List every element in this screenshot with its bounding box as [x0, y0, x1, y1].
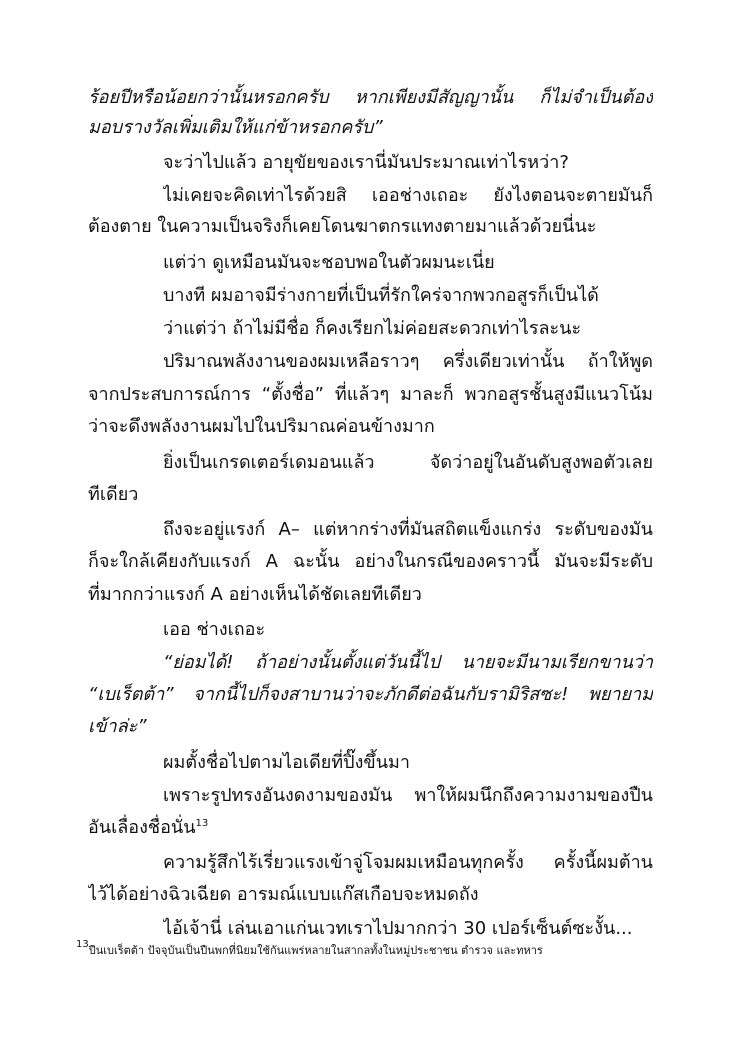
text-line-content: อันเลื่องชื่อนั่น — [88, 817, 196, 838]
text-line: ว่าจะดึงพลังงานผมไปในปริมาณค่อนข้างมาก — [88, 416, 435, 437]
text-line: จากประสบการณ์การ “ตั้งชื่อ” ที่แล้วๆ มาละก็ พวกอสูรชั้นสูงมีแนวโน้ม — [88, 384, 653, 405]
text-line: เออ ช่างเถอะ — [163, 619, 266, 640]
text-line: ไว้ได้อย่างฉิวเฉียด อารมณ์แบบแก๊สเกือบจะหมดถัง — [88, 884, 479, 905]
text-line — [88, 813, 653, 846]
text-line: จะว่าไปแล้ว อายุขัยของเรานี่มันประมาณเท่าไรหว่า? — [163, 152, 569, 173]
footnote-number: 13 — [76, 940, 89, 950]
text-line: ไม่เคยจะคิดเท่าไรด้วยสิ เออช่างเถอะ ยังไงตอนจะตายมันก็ — [163, 185, 653, 206]
text-line: “ย่อมได้! ถ้าอย่างนั้นตั้งแต่วันนี้ไป นายจะมีนามเรียกขานว่า — [163, 652, 653, 673]
text-line: ที่มากกว่าแรงก์ A อย่างเห็นได้ชัดเลยทีเดียว — [88, 584, 422, 605]
text-line: ต้องตาย ในความเป็นจริงก็เคยโดนฆาตกรแทงตายมาแล้วด้วยนี่นะ — [88, 216, 597, 237]
text-line: ถึงจะอยู่แรงก์ A– แต่หากร่างที่มันสถิตแข็งแกร่ง ระดับของมัน — [163, 519, 653, 540]
text-line: ว่าแต่ว่า ถ้าไม่มีชื่อ ก็คงเรียกไม่ค่อยสะดวกเท่าไรละนะ — [163, 318, 582, 339]
text-line: มอบรางวัลเพิ่มเติมให้แก่ข้าหรอกครับ” — [88, 117, 383, 138]
text-line: ทีเดียว — [88, 484, 139, 505]
text-line: ความรู้สึกไร้เรี่ยวแรงเข้าจู่โจมผมเหมือนทุกครั้ง ครั้งนี้ผมต้าน — [163, 852, 653, 873]
footnote — [76, 940, 666, 963]
text-line: แต่ว่า ดูเหมือนมันจะชอบพอในตัวผมนะเนี่ย — [163, 252, 495, 273]
text-line: ยิ่งเป็นเกรดเตอร์เดมอนแล้ว จัดว่าอยู่ในอันดับสูงพอตัวเลย — [163, 452, 653, 473]
text-line: ผมตั้งชื่อไปตามไอเดียที่ปิ๊งขึ้นมา — [163, 752, 410, 773]
footnote-marker: 13 — [195, 818, 209, 829]
footnote-text: ปืนเบเร็ตต้า ปัจจุบันเป็นปืนพกที่นิยมใช้กันแพร่หลายในสากลทั้งในหมู่ประชาชน ตำรวจ และทหาร — [88, 944, 543, 957]
text-line: บางที ผมอาจมีร่างกายที่เป็นที่รักใคร่จากพวกอสูรก็เป็นได้ — [163, 285, 599, 306]
text-line: “เบเร็ตต้า” จากนี้ไปก็จงสาบานว่าจะภักดีต่อฉันกับรามิริสซะ! พยายาม — [88, 684, 653, 705]
text-line: ปริมาณพลังงานของผมเหลือราวๆ ครึ่งเดียวเท่านั้น ถ้าให้พูด — [163, 351, 653, 372]
text-line: ไอ้เจ้านี่ เล่นเอาแก่นเวทเราไปมากกว่า 30 เปอร์เซ็นต์ซะงั้น... — [163, 918, 633, 939]
text-line: ก็จะใกล้เคียงกับแรงก์ A ฉะนั้น อย่างในกรณีของคราวนี้ มันจะมีระดับ — [88, 551, 653, 572]
text-line: เข้าล่ะ” — [88, 716, 147, 737]
text-line: ร้อยปีหรือน้อยกว่านั้นหรอกครับ หากเพียงมีสัญญานั้น ก็ไม่จำเป็นต้อง — [88, 87, 653, 108]
text-line: เพราะรูปทรงอันงดงามของมัน พาให้ผมนึกถึงความงามของปืน — [163, 785, 653, 806]
